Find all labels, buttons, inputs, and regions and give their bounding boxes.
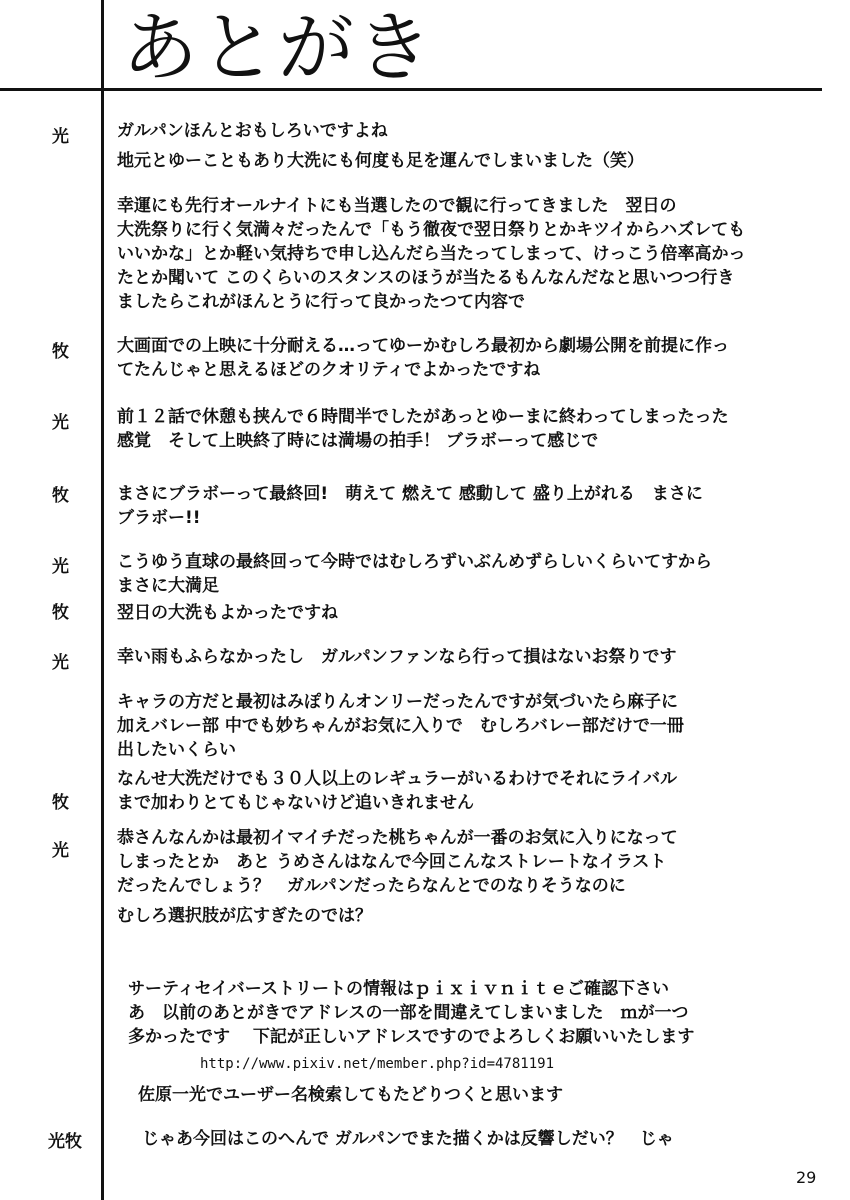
text-line: 恭さんなんかは最初イマイチだった桃ちゃんが一番のお気に入りになって <box>117 828 678 848</box>
text-line: 前１２話で休憩も挟んで６時間半でしたがあっとゆーまに終わってしまったった <box>117 407 729 427</box>
text-line: だったんでしょう？ ガルパンだったらなんとでのなりそうなのに <box>117 876 626 896</box>
text-line: 大画面での上映に十分耐える…ってゆーかむしろ最初から劇場公開を前提に作っ <box>117 336 729 356</box>
text-line: 大洗祭りに行く気満々だったんで「もう徹夜で翌日祭りとかキツイからハズレても <box>117 220 746 240</box>
paragraph <box>117 601 338 625</box>
text-line: あ 以前のあとがきでアドレスの一部を間違えてしまいました ｍが一つ <box>128 1003 689 1023</box>
text-line: じゃあ今回はこのへんで ガルパンでまた描くかは反響しだい？ じゃ <box>142 1129 674 1149</box>
text-line: サーティセイバーストリートの情報はｐｉｘｉｖｎｉｔｅご確認下さい <box>128 979 669 999</box>
paragraph <box>117 119 388 143</box>
text-line: いいかな」とか軽い気持ちで申し込んだら当たってしまって、けっこう倍率高かっ <box>117 244 746 264</box>
paragraph <box>117 690 684 762</box>
paragraph <box>117 550 712 598</box>
paragraph <box>117 645 676 669</box>
text-line: てたんじゃと思えるほどのクオリティでよかったですね <box>117 360 541 380</box>
text-line: キャラの方だと最初はみぽりんオンリーだったんですが気づいたら麻子に <box>117 692 678 712</box>
speaker-label: 光 <box>52 413 69 433</box>
speaker-label: 牧 <box>52 342 69 362</box>
text-line: ましたらこれがほんとうに行って良かったつて内容で <box>117 292 525 312</box>
speaker-label: 光 <box>52 841 69 861</box>
text-line: 幸運にも先行オールナイトにも当選したので観に行ってきました 翌日の <box>117 196 677 216</box>
speaker-label: 光牧 <box>48 1132 82 1152</box>
text-line: まさに大満足 <box>117 576 219 596</box>
text-line: なんせ大洗だけでも３０人以上のレギュラーがいるわけでそれにライバル <box>117 769 678 789</box>
paragraph <box>128 977 694 1049</box>
speaker-label: 牧 <box>52 603 69 623</box>
paragraph <box>117 334 729 382</box>
profile-url: http://www.pixiv.net/member.php?id=4781191 <box>200 1056 555 1072</box>
text-line: まさにブラボーって最終回! 萌えて 燃えて 感動して 盛り上がれる まさに <box>117 484 703 504</box>
text-line: しまったとか あと うめさんはなんで今回こんなストレートなイラスト <box>117 852 667 872</box>
text-line: ガルパンほんとおもしろいですよね <box>117 121 388 141</box>
page-number: 29 <box>796 1168 817 1187</box>
speaker-label: 光 <box>52 127 69 147</box>
paragraph <box>117 826 678 898</box>
text-line: こうゆう直球の最終回って今時ではむしろずいぶんめずらしいくらいてすから <box>117 552 712 572</box>
text-line: たとか聞いて このくらいのスタンスのほうが当たるもんなんだなと思いつつ行き <box>117 268 735 288</box>
paragraph <box>138 1083 563 1107</box>
margin-vertical-rule <box>101 0 104 1200</box>
paragraph <box>117 405 729 453</box>
speaker-label: 牧 <box>52 486 69 506</box>
text-line: 地元とゆーこともあり大洗にも何度も足を運んでしまいました（笑） <box>117 151 644 171</box>
paragraph <box>117 482 703 530</box>
text-line: 佐原一光でユーザー名検索してもたどりつくと思います <box>138 1085 563 1105</box>
paragraph <box>117 149 644 173</box>
speaker-label: 光 <box>52 653 69 673</box>
text-line: むしろ選択肢が広すぎたのでは？ <box>117 906 372 926</box>
page-title: あとがき <box>122 3 434 92</box>
speaker-label: 光 <box>52 557 69 577</box>
paragraph <box>117 194 746 314</box>
text-line: 翌日の大洗もよかったですね <box>117 603 338 623</box>
paragraph <box>117 904 372 928</box>
text-line: ブラボー!! <box>117 508 201 528</box>
text-line: 幸い雨もふらなかったし ガルパンファンなら行って損はないお祭りです <box>117 647 677 667</box>
paragraph <box>142 1127 674 1151</box>
text-line: まで加わりとてもじゃないけど追いきれません <box>117 793 474 813</box>
paragraph <box>117 767 677 815</box>
text-line: 感覚 そして上映終了時には満場の拍手！ ブラボーって感じで <box>117 431 599 451</box>
text-line: 多かったです 下記が正しいアドレスですのでよろしくお願いいたします <box>128 1027 695 1047</box>
text-line: 加えバレー部 中でも妙ちゃんがお気に入りで むしろバレー部だけで一冊 <box>117 716 684 736</box>
speaker-label: 牧 <box>52 793 69 813</box>
text-line: 出したいくらい <box>117 740 236 760</box>
